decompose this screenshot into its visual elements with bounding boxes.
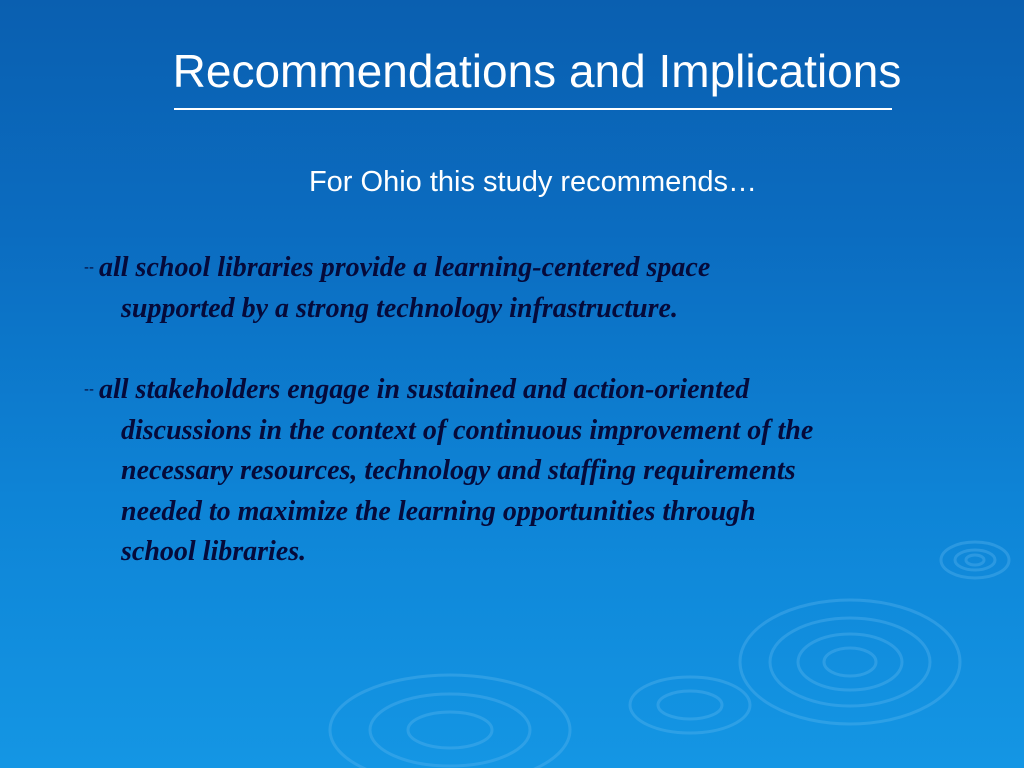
- recommendation-2-line-2: discussions in the context of continuous improvement of the: [121, 414, 814, 446]
- recommendation-1: [84, 248, 984, 329]
- recommendation-2-line-5: school libraries.: [121, 536, 307, 567]
- recommendation-2-line-1: -- all stakeholders engage in sustained and action-oriented: [84, 374, 750, 405]
- slide-subtitle: For Ohio this study recommends…: [308, 166, 758, 198]
- recommendation-2-dash: --: [84, 381, 94, 398]
- recommendation-1-dash: --: [84, 259, 94, 276]
- title-underline: [174, 108, 892, 110]
- recommendation-2: [84, 370, 984, 573]
- recommendation-2-line-4: needed to maximize the learning opportunities through: [121, 495, 756, 527]
- recommendation-2-line-3: necessary resources, technology and staffing requirements: [121, 455, 796, 486]
- recommendation-1-line-1: -- all school libraries provide a learning-centered space: [84, 252, 711, 283]
- slide-title: Recommendations and Implications: [172, 45, 902, 97]
- recommendation-1-line-2: supported by a strong technology infrastructure.: [121, 292, 678, 324]
